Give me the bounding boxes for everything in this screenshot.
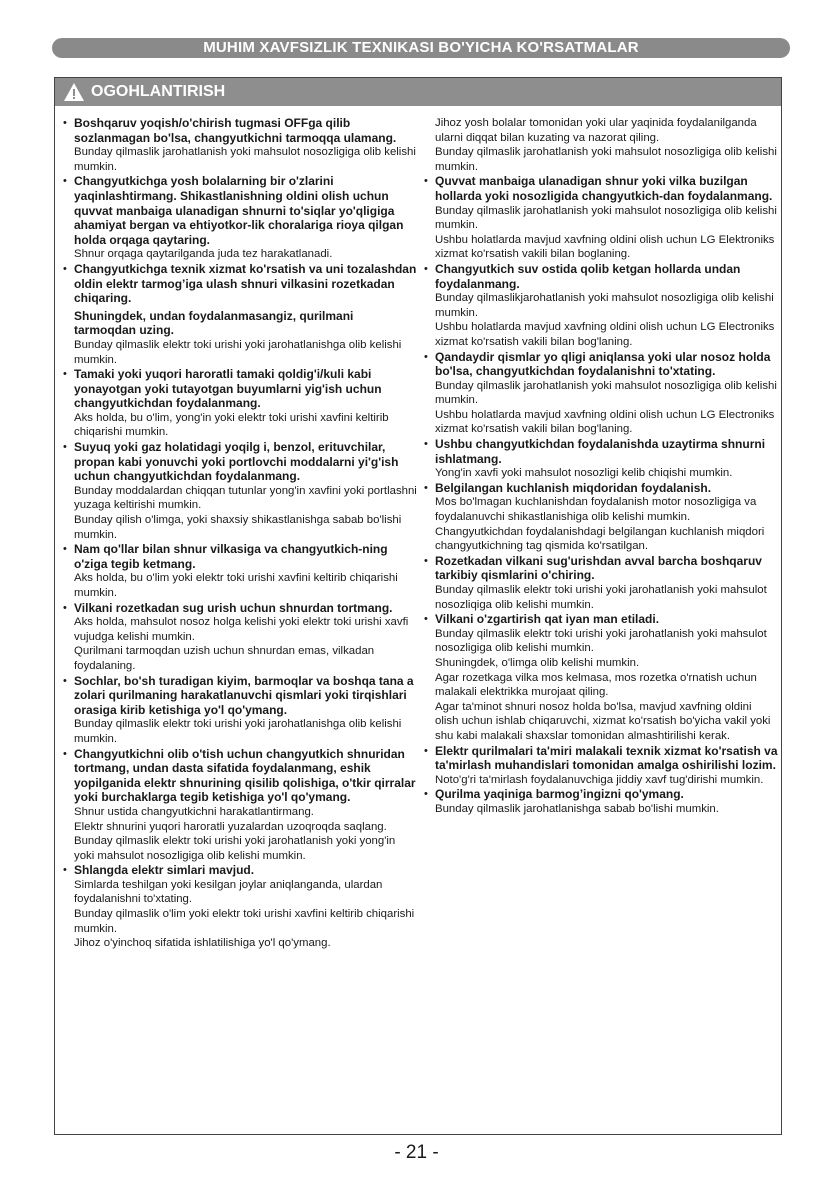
item-text: Shnur orqaga qaytarilganda juda tez harakatlanadi. bbox=[74, 248, 333, 261]
item-text: Bunday qilmaslik jarohatlanish yoki mahsulot nosozligiga olib kelishi mumkin. bbox=[435, 379, 777, 407]
item-text: Jihoz yosh bolalar tomonidan yoki ular yaqinida foydalanilganda ularni diqqat bilan kuzating va nazorat qiling. bbox=[435, 117, 757, 144]
item-text: Bunday qilmaslik jarohatlanish yoki mahsulot nosozligiga olib kelishi mumkin. bbox=[435, 146, 777, 173]
warning-icon bbox=[63, 82, 85, 102]
safety-item bbox=[61, 747, 417, 864]
left-column bbox=[61, 116, 417, 951]
item-text: Ushbu holatlarda mavjud xavfning oldini olish uchun LG Elektroniks xizmat ko'rsatish vakili bilan boglaning. bbox=[435, 233, 775, 261]
safety-item bbox=[422, 350, 778, 438]
item-heading: • Changyutkichga yosh bolalarning bir o'zlarini yaqinlashtirmang. Shikastlanishning oldini olish uchun quvvat manbaiga ulanadigan shnurni to'siqlar yo'qligiga ahamiyat bergan va ehtiyotkor-lik choralariga rioya qilgan holda orqaga qaytaring. bbox=[74, 174, 404, 247]
page-number: - 21 - bbox=[394, 1142, 439, 1163]
warning-box bbox=[54, 77, 782, 1135]
right-column bbox=[422, 116, 778, 817]
safety-item bbox=[422, 787, 778, 816]
item-heading: • Vilkani o'zgartirish qat iyan man etiladi. bbox=[435, 612, 660, 627]
item-heading: • Qandaydir qismlar yo qligi aniqlansa yoki ular nosoz holda bo'lsa, changyutkichdan foydalanishni to'xtating. bbox=[435, 349, 771, 379]
item-text: Shnur ustida changyutkichni harakatlantirmang. bbox=[74, 805, 314, 818]
safety-item bbox=[61, 262, 417, 367]
item-heading: • Changyutkich suv ostida qolib ketgan hollarda undan foydalanmang. bbox=[435, 261, 741, 291]
item-text: Bunday qilmaslik elektr toki urishi yoki jarohatlanish yoki mahsulot nosozliqiga olib kelishi mumkin. bbox=[435, 584, 767, 611]
item-heading: • Quvvat manbaiga ulanadigan shnur yoki vilka buzilgan hollarda yoki nosozligida changyutkich-dan foydalanmang. bbox=[435, 174, 773, 203]
safety-item bbox=[61, 367, 417, 440]
item-heading: • Ushbu changyutkichdan foydalanishda uzaytirma shnurni ishlatmang. bbox=[435, 437, 766, 466]
item-heading: • Boshqaruv yoqish/o'chirish tugmasi OFFga qilib sozlanmagan bo'lsa, changyutkichni tarmoqqa ulamang. bbox=[74, 116, 397, 145]
item-text: Bunday qilmaslik jarohatlanishga sabab bo'lishi mumkin. bbox=[435, 802, 719, 815]
item-text: Qurilmani tarmoqdan uzish uchun shnurdan emas, vilkadan foydalaning. bbox=[74, 645, 375, 672]
item-heading: • Tamaki yoki yuqori haroratli tamaki qoldig'i/kuli kabi yonayotgan yoki tutayotgan buyumlarni yig'ish uchun changyutkichdan foydalanmang. bbox=[74, 367, 382, 411]
item-text: Yong'in xavfi yoki mahsulot nosozligi kelib chiqishi mumkin. bbox=[435, 467, 733, 480]
warning-header bbox=[55, 78, 781, 106]
item-text: Bunday qilish o'limga, yoki shaxsiy shikastlanishga sabab bo'lishi mumkin. bbox=[74, 514, 402, 541]
warning-label: OGOHLANTIRISH bbox=[91, 83, 226, 100]
item-text: Bunday qilmaslik o'lim yoki elektr toki urishi xavfini keltirib chiqarishi mumkin. bbox=[74, 908, 415, 935]
item-text: Mos bo'lmagan kuchlanishdan foydalanish motor nosozligiga va foydalanuvchi shikastlanishiga olib kelishi mumkin. bbox=[435, 496, 757, 524]
item-heading: • Rozetkadan vilkani sug'urishdan avval barcha boshqaruv tarkibiy qismlarini o'chiring. bbox=[435, 553, 762, 583]
item-heading: • Nam qo'llar bilan shnur vilkasiga va changyutkich-ning o'ziga tegib ketmang. bbox=[74, 542, 388, 571]
item-text: Bunday qilmaslik elektr toki urishi yoki jarohatlanish yoki yong'in yoki mahsulot nosozligiga olib kelishi mumkin. bbox=[74, 835, 396, 862]
safety-item bbox=[61, 440, 417, 542]
item-text: Agar ta'minot shnuri nosoz holda bo'lsa, mavjud xavfning oldini olish uchun ishlab chiqaruvchi, xizmat ko'rsatish bo'yicha vakil yoki shu kabi malakali shaxslar tomonidan almashtirilishi kerak. bbox=[435, 700, 771, 742]
item-text: Bunday qilmaslik jarohatlanish yoki mahsulot nosozligiga olib kelishi mumkin. bbox=[435, 204, 777, 232]
item-heading: • Qurilma yaqiniga barmog’ingizni qo'ymang. bbox=[435, 787, 684, 802]
item-heading: • Sochlar, bo'sh turadigan kiyim, barmoqlar va boshqa tana a zolari qurilmaning harakatlanuvchi qismlari yoki tirqishlari orasiga kirib ketishiga yo'l qo'ymang. bbox=[74, 673, 414, 717]
item-text: Changyutkichdan foydalanishdagi belgilangan kuchlanish miqdori changyutkichning tag qismida ko'rsatilgan. bbox=[435, 525, 765, 553]
safety-item bbox=[61, 863, 417, 951]
item-text: Aks holda, bu o'lim, yong'in yoki elektr toki urishi xavfini keltirib chiqarishi mumkin. bbox=[74, 411, 389, 439]
item-heading: • Suyuq yoki gaz holatidagi yoqilg i, benzol, erituvchilar, propan kabi yonuvchi yoki portlovchi moddalarni yi'g'ish uchun changyutkichdan foydalanmang. bbox=[74, 440, 399, 484]
right-items bbox=[422, 174, 778, 816]
item-text: Elektr shnurini yuqori haroratli yuzalardan uzoqroqda saqlang. bbox=[74, 820, 387, 833]
safety-item bbox=[422, 174, 778, 262]
item-heading: • Changyutkichga texnik xizmat ko'rsatish va uni tozalashdan oldin elektr tarmog’iga ulash shnuri vilkasini rozetkadan chiqaring. bbox=[74, 261, 417, 306]
item-text: Ushbu holatlarda mavjud xavfning oldini olish uchun LG Electroniks xizmat ko'rsatish vakili bilan bog'laning. bbox=[435, 321, 775, 348]
safety-item bbox=[61, 674, 417, 747]
item-text: Bunday qilmaslik jarohatlanish yoki mahsulot nosozligiga olib kelishi mumkin. bbox=[74, 146, 416, 173]
item-heading: • Elektr qurilmalari ta'miri malakali texnik xizmat ko'rsatish va ta'mirlash muhandislari tomonidan amalga oshirilishi lozim. bbox=[435, 743, 778, 773]
safety-item bbox=[422, 437, 778, 481]
item-text: Bunday moddalardan chiqqan tutunlar yong'in xavfini yoki portlashni yuzaga keltirishi mumkin. bbox=[74, 484, 417, 512]
item-heading: • Belgilangan kuchlanish miqdoridan foydalanish. bbox=[435, 480, 712, 495]
safety-item bbox=[422, 481, 778, 554]
item-heading: • Vilkani rozetkadan sug urish uchun shnurdan tortmang. bbox=[74, 600, 393, 615]
item-text: Shuningdek, o'limga olib kelishi mumkin. bbox=[435, 656, 640, 669]
item-text: Aks holda, bu o'lim yoki elektr toki urishi xavfini keltirib chiqarishi mumkin. bbox=[74, 572, 398, 599]
safety-item bbox=[61, 116, 417, 174]
item-heading: • Changyutkichni olib o'tish uchun changyutkich shnuridan tortmang, undan dasta sifatida foydalanmang, eshik yopilganida elektr shnurining qisilib qolishiga, o'tkir qirralar yoki burchaklarga tegib ketishiga yo'l qo'ymang. bbox=[74, 746, 416, 805]
safety-item bbox=[61, 542, 417, 600]
item-heading: • Shlangda elektr simlari mavjud. bbox=[74, 863, 255, 878]
section-title: MUHIM XAVFSIZLIK TEXNIKASI BO'YICHA KO'RSATMALAR bbox=[52, 38, 790, 58]
safety-item bbox=[422, 744, 778, 788]
item-heading-extra: Shuningdek, undan foydalanmasangiz, qurilmani tarmoqdan uzing. bbox=[74, 308, 354, 338]
item-text: Bunday qilmaslik elektr toki urishi yoki jarohatlanishga olib kelishi mumkin. bbox=[74, 338, 402, 366]
item-text: Jihoz o'yinchoq sifatida ishlatilishiga yo'l qo'ymang. bbox=[74, 937, 331, 950]
item-text: Aks holda, mahsulot nosoz holga kelishi yoki elektr toki urishi xavfi vujudga kelishi mumkin. bbox=[74, 616, 409, 643]
safety-item bbox=[422, 554, 778, 612]
item-text: Bunday qilmaslikjarohatlanish yoki mahsulot nosozligiga olib kelishi mumkin. bbox=[435, 292, 774, 319]
item-text: Agar rozetkaga vilka mos kelmasa, mos rozetka o'rnatish uchun malakali elektrikka murojaat qiling. bbox=[435, 671, 757, 699]
safety-item bbox=[61, 174, 417, 262]
item-text: Noto'g'ri ta'mirlash foydalanuvchiga jiddiy xavf tug'dirishi mumkin. bbox=[435, 773, 764, 786]
item-text: Bunday qilmaslik elektr toki urishi yoki jarohatlanish yoki mahsulot nosozligiga olib kelishi mumkin. bbox=[435, 627, 767, 655]
item-text: Bunday qilmaslik elektr toki urishi yoki jarohatlanishga olib kelishi mumkin. bbox=[74, 718, 402, 745]
safety-item bbox=[422, 612, 778, 743]
item-text: Ushbu holatlarda mavjud xavfning oldini olish uchun LG Electroniks xizmat ko'rsatish vakili bilan bog'laning. bbox=[435, 408, 775, 436]
item-text: Simlarda teshilgan yoki kesilgan joylar aniqlanganda, ulardan foydalanishni to'xtating. bbox=[74, 878, 383, 906]
safety-item bbox=[61, 601, 417, 674]
right-intro bbox=[422, 116, 778, 174]
safety-item bbox=[422, 262, 778, 350]
